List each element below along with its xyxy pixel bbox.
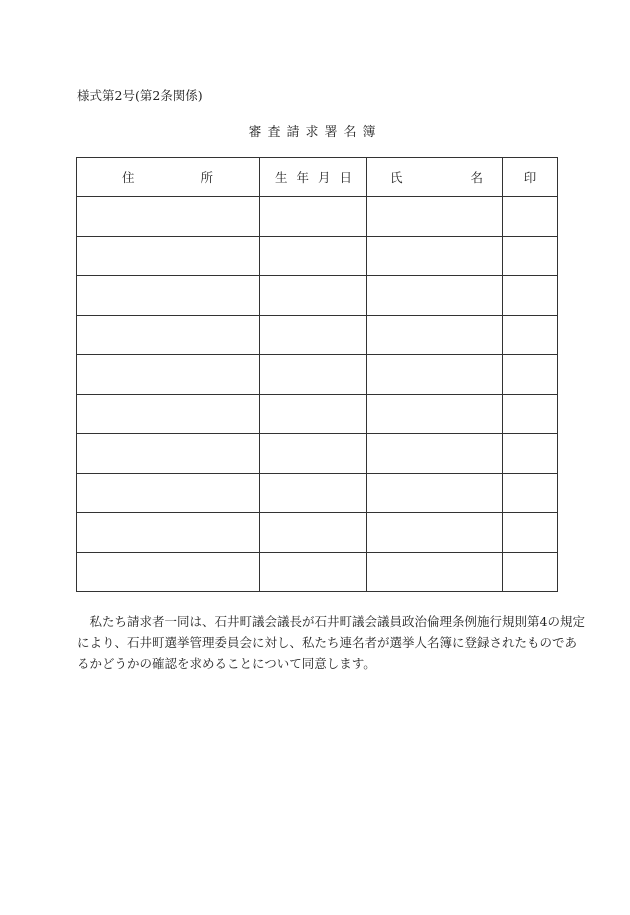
form-title: 審査請求署名簿 xyxy=(248,125,382,140)
seal-cell[interactable] xyxy=(503,394,558,434)
address-cell[interactable] xyxy=(77,197,260,237)
address-cell[interactable] xyxy=(77,434,260,474)
birthdate-cell[interactable] xyxy=(260,552,367,592)
header-name-char: 名 xyxy=(470,170,483,185)
name-cell[interactable] xyxy=(367,513,503,553)
table-row xyxy=(77,236,558,276)
name-cell[interactable] xyxy=(367,355,503,395)
address-cell[interactable] xyxy=(77,394,260,434)
header-seal xyxy=(503,158,558,197)
header-name-char: 氏 xyxy=(390,170,403,185)
name-cell[interactable] xyxy=(367,276,503,316)
address-cell[interactable] xyxy=(77,315,260,355)
table-header-row xyxy=(77,158,558,197)
seal-cell[interactable] xyxy=(503,513,558,553)
consent-line: 私たち請求者一同は、石井町議会議長が石井町議会議員政治倫理条例施行規則第4の規定 xyxy=(77,614,585,629)
consent-line: により、石井町選挙管理委員会に対し、私たち連名者が選挙人名簿に登録されたものであ xyxy=(77,635,578,650)
table-row xyxy=(77,473,558,513)
address-cell[interactable] xyxy=(77,355,260,395)
consent-paragraph xyxy=(77,611,585,674)
table-row xyxy=(77,197,558,237)
header-birthdate-char: 生 xyxy=(275,170,288,185)
name-cell[interactable] xyxy=(367,394,503,434)
birthdate-cell[interactable] xyxy=(260,513,367,553)
table-row xyxy=(77,276,558,316)
table-row xyxy=(77,552,558,592)
header-name xyxy=(367,158,503,197)
seal-cell[interactable] xyxy=(503,315,558,355)
address-cell[interactable] xyxy=(77,473,260,513)
seal-cell[interactable] xyxy=(503,276,558,316)
address-cell[interactable] xyxy=(77,552,260,592)
birthdate-cell[interactable] xyxy=(260,355,367,395)
address-cell[interactable] xyxy=(77,513,260,553)
birthdate-cell[interactable] xyxy=(260,434,367,474)
header-seal-char: 印 xyxy=(523,170,537,185)
header-birthdate-char: 日 xyxy=(339,170,352,185)
header-birthdate xyxy=(260,158,367,197)
table-row xyxy=(77,394,558,434)
table-row xyxy=(77,355,558,395)
birthdate-cell[interactable] xyxy=(260,276,367,316)
consent-line: るかどうかの確認を求めることについて同意します。 xyxy=(77,656,376,671)
name-cell[interactable] xyxy=(367,197,503,237)
header-address-char: 住 xyxy=(122,170,135,185)
table-body xyxy=(77,197,558,592)
seal-cell[interactable] xyxy=(503,197,558,237)
seal-cell[interactable] xyxy=(503,355,558,395)
birthdate-cell[interactable] xyxy=(260,197,367,237)
seal-cell[interactable] xyxy=(503,236,558,276)
address-cell[interactable] xyxy=(77,236,260,276)
table-row xyxy=(77,513,558,553)
name-cell[interactable] xyxy=(367,315,503,355)
name-cell[interactable] xyxy=(367,236,503,276)
signature-table xyxy=(76,157,558,592)
seal-cell[interactable] xyxy=(503,473,558,513)
seal-cell[interactable] xyxy=(503,552,558,592)
form-number: 様式第2号(第2条関係) xyxy=(77,88,203,103)
birthdate-cell[interactable] xyxy=(260,236,367,276)
seal-cell[interactable] xyxy=(503,434,558,474)
header-address-char: 所 xyxy=(200,170,213,185)
birthdate-cell[interactable] xyxy=(260,394,367,434)
table-row xyxy=(77,315,558,355)
header-birthdate-char: 月 xyxy=(317,170,331,185)
name-cell[interactable] xyxy=(367,434,503,474)
birthdate-cell[interactable] xyxy=(260,315,367,355)
name-cell[interactable] xyxy=(367,473,503,513)
name-cell[interactable] xyxy=(367,552,503,592)
address-cell[interactable] xyxy=(77,276,260,316)
header-address xyxy=(77,158,260,197)
birthdate-cell[interactable] xyxy=(260,473,367,513)
header-birthdate-char: 年 xyxy=(296,170,309,185)
table-row xyxy=(77,434,558,474)
